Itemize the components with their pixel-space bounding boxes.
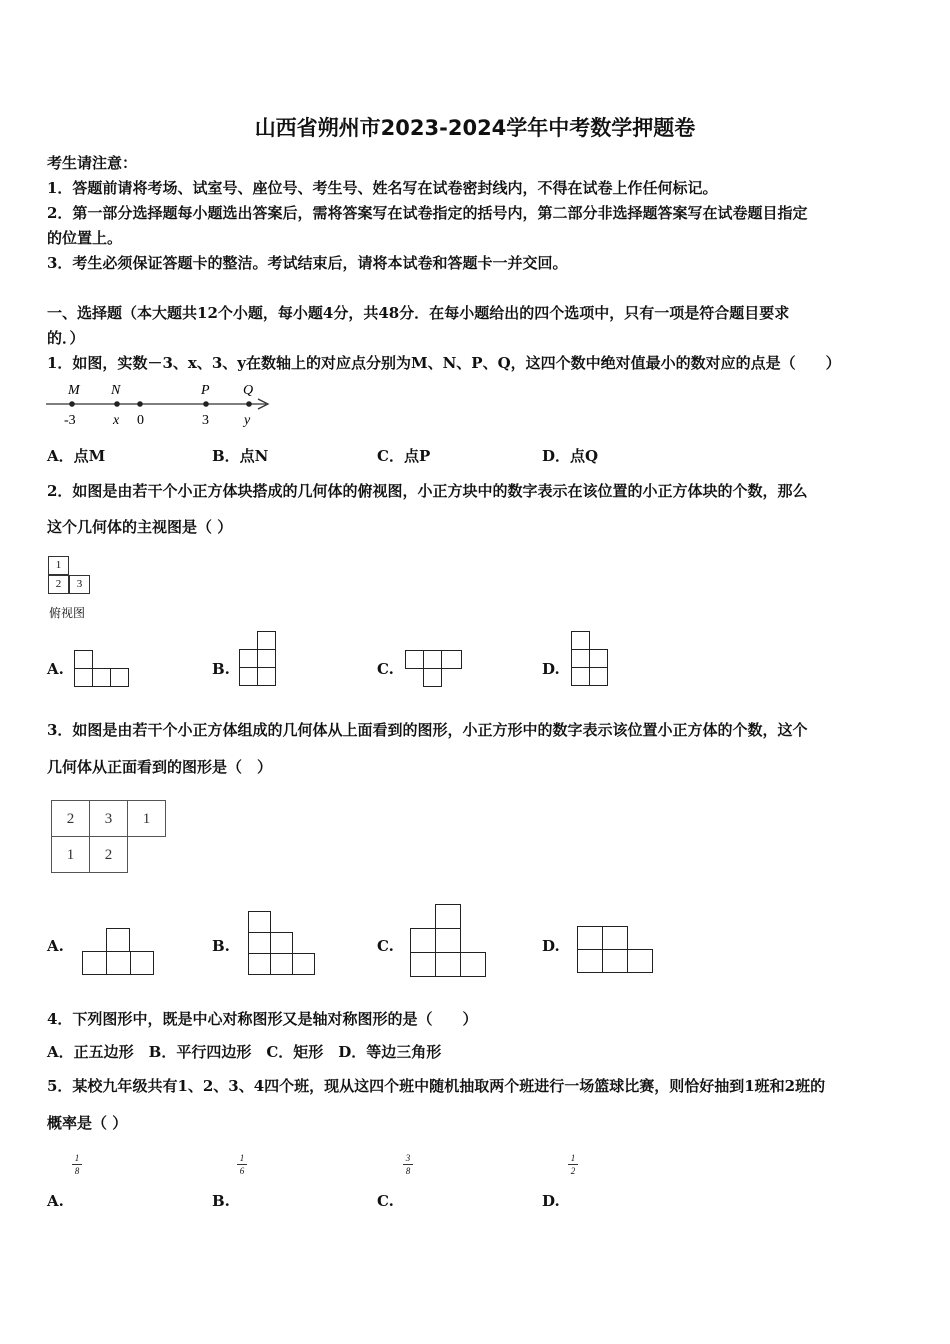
question-3-stem-cont: 几何体从正面看到的图形是（ ） bbox=[47, 758, 273, 776]
question-5-stem: 5．某校九年级共有1、2、3、4四个班，现从这四个班中随机抽取两个班进行一场篮球比赛，则恰好抽到1班和2班的 bbox=[47, 1077, 826, 1095]
option-a: A. bbox=[47, 660, 64, 678]
fraction-a bbox=[72, 1153, 82, 1176]
denominator: 8 bbox=[74, 1166, 80, 1176]
option-b: B. bbox=[212, 660, 230, 678]
point-label: M bbox=[68, 383, 80, 398]
option-a-figure bbox=[82, 928, 156, 976]
fraction-d bbox=[568, 1153, 578, 1176]
numerator: 1 bbox=[74, 1153, 80, 1163]
point-label: N bbox=[111, 383, 121, 398]
point-origin bbox=[137, 401, 143, 407]
option-b-figure bbox=[248, 911, 318, 977]
value-label: 0 bbox=[137, 413, 144, 428]
question-2-stem: 2．如图是由若干个小正方体块搭成的几何体的俯视图，小正方块中的数字表示在该位置的小正方体块的个数，那么 bbox=[47, 482, 808, 500]
grid-cell: 1 bbox=[51, 836, 90, 873]
grid-cell: 2 bbox=[48, 575, 69, 594]
option-c: C. bbox=[377, 1192, 394, 1210]
section-header-cont: 的．） bbox=[47, 329, 85, 347]
option-c: C. bbox=[377, 937, 394, 955]
question-4-stem: 4．下列图形中，既是中心对称图形又是轴对称图形的是（ ） bbox=[47, 1010, 478, 1028]
question-5-stem-cont: 概率是（ ） bbox=[47, 1114, 128, 1132]
grid-cell: 1 bbox=[48, 556, 69, 575]
denominator: 6 bbox=[239, 1166, 245, 1176]
denominator: 8 bbox=[405, 1166, 411, 1176]
point-n bbox=[114, 401, 120, 407]
option-a-figure bbox=[74, 650, 132, 688]
numerator: 3 bbox=[405, 1153, 411, 1163]
point-label: P bbox=[201, 383, 210, 398]
page-title: 山西省朔州市2023-2024学年中考数学押题卷 bbox=[254, 116, 696, 140]
top-view-caption: 俯视图 bbox=[49, 606, 86, 620]
top-view-grid bbox=[48, 556, 92, 596]
grid-cell: 1 bbox=[127, 800, 166, 837]
option-d: D. bbox=[542, 937, 560, 955]
grid-cell: 2 bbox=[89, 836, 128, 873]
option-a: A. bbox=[47, 1192, 64, 1210]
point-label: Q bbox=[243, 383, 254, 398]
option-a: A．点M bbox=[47, 447, 106, 465]
option-c: C. bbox=[377, 660, 394, 678]
option-b: B．点N bbox=[212, 447, 269, 465]
fraction-b bbox=[237, 1153, 247, 1176]
option-b: B. bbox=[212, 1192, 230, 1210]
grid-cell: 3 bbox=[69, 575, 90, 594]
option-d: D. bbox=[542, 1192, 560, 1210]
option-d-figure bbox=[577, 926, 655, 976]
option-d: D．点Q bbox=[542, 447, 599, 465]
question-3-stem: 3．如图是由若干个小正方体组成的几何体从上面看到的图形，小正方形中的数字表示该位置小正方体的个数，这个 bbox=[47, 721, 808, 739]
option-a: A. bbox=[47, 937, 64, 955]
option-d-figure bbox=[571, 631, 611, 689]
option-c: C．点P bbox=[377, 447, 431, 465]
question-2-stem-cont: 这个几何体的主视图是（ ） bbox=[47, 518, 233, 536]
value-label: 3 bbox=[202, 413, 209, 428]
option-b: B. bbox=[212, 937, 230, 955]
option-b-figure bbox=[239, 631, 279, 689]
value-label: y bbox=[244, 413, 251, 428]
notice-heading: 考生请注意： bbox=[47, 154, 138, 172]
value-label: x bbox=[113, 413, 120, 428]
number-line-figure bbox=[44, 378, 276, 430]
grid-cell: 2 bbox=[51, 800, 90, 837]
question-4-options: A．正五边形 B．平行四边形 C．矩形 D．等边三角形 bbox=[47, 1043, 442, 1061]
grid-cell: 3 bbox=[89, 800, 128, 837]
point-m bbox=[69, 401, 75, 407]
notice-item: 的位置上。 bbox=[47, 229, 123, 247]
question-1-stem: 1．如图，实数－3、x、3、y在数轴上的对应点分别为M、N、P、Q，这四个数中绝对值最小的数对应的点是（ ） bbox=[47, 354, 841, 372]
numerator: 1 bbox=[239, 1153, 245, 1163]
top-view-grid bbox=[51, 800, 169, 876]
option-c-figure bbox=[410, 904, 490, 978]
point-p bbox=[203, 401, 209, 407]
value-label: -3 bbox=[64, 413, 76, 428]
section-header: 一、选择题（本大题共12个小题，每小题4分，共48分．在每小题给出的四个选项中，只有一项是符合题目要求 bbox=[47, 304, 790, 322]
option-d: D. bbox=[542, 660, 560, 678]
notice-item: 3．考生必须保证答题卡的整洁。考试结束后，请将本试卷和答题卡一并交回。 bbox=[47, 254, 568, 272]
numerator: 1 bbox=[570, 1153, 576, 1163]
option-c-figure bbox=[405, 650, 465, 690]
denominator: 2 bbox=[570, 1166, 576, 1176]
point-q bbox=[246, 401, 252, 407]
notice-item: 1．答题前请将考场、试室号、座位号、考生号、姓名写在试卷密封线内，不得在试卷上作任何标记。 bbox=[47, 179, 718, 197]
notice-item: 2．第一部分选择题每小题选出答案后，需将答案写在试卷指定的括号内，第二部分非选择题答案写在试卷题目指定 bbox=[47, 204, 808, 222]
fraction-c bbox=[403, 1153, 413, 1176]
